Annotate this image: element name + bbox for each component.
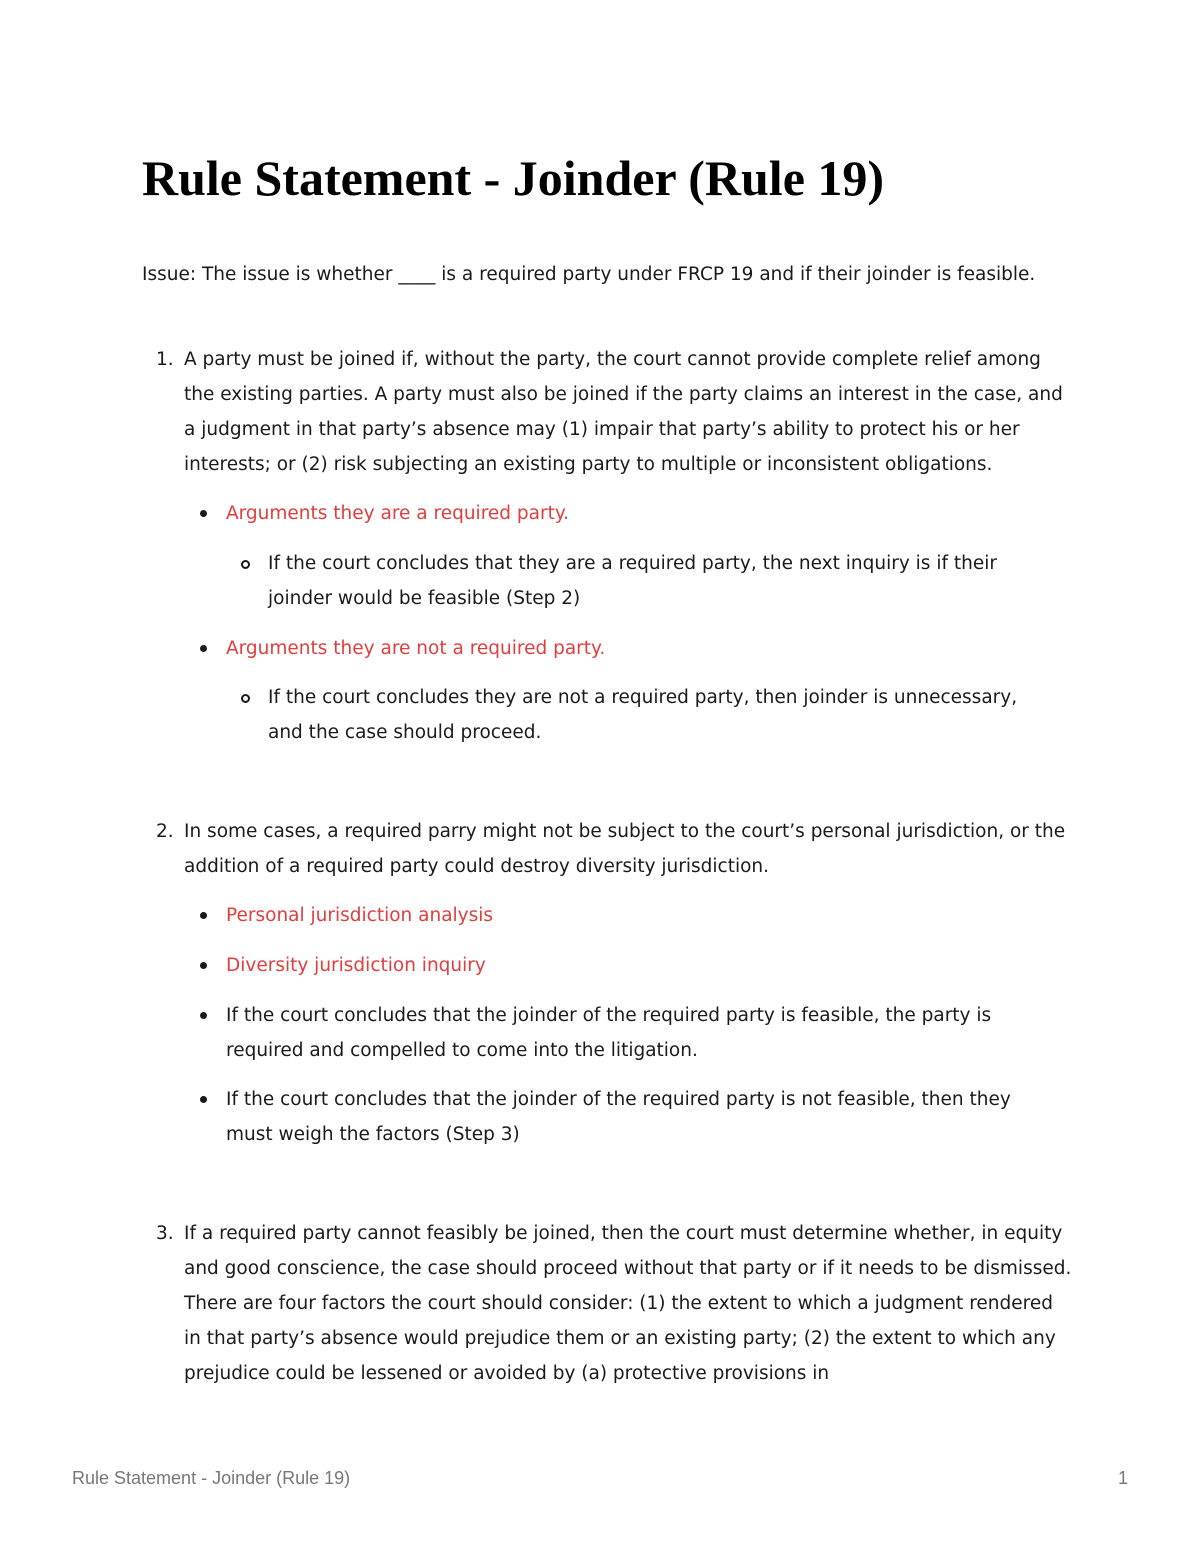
- item-text: If a required party cannot feasibly be joined, then the court must determine whether, in equity and good conscience, the case should proceed without that party or if it needs to be dismissed. There are four factors the court should consider: (1) the extent to which a judgment rendered in that party’s absence would prejudice them or an existing party; (2) the extent to which any prejudice could be lessened or avoided by (a) protective provisions in: [184, 1223, 1072, 1384]
- bullet-item: [184, 998, 1054, 1068]
- numbered-item-3: [142, 1216, 1072, 1391]
- numbered-item-2: [142, 814, 1072, 884]
- bullet-text: If the court concludes that the joinder of the required party is not feasible, then they must weigh the factors (Step 3): [226, 1089, 1011, 1145]
- page-title: Rule Statement - Joinder (Rule 19): [142, 150, 885, 206]
- bullet-dot: [200, 1096, 207, 1103]
- bullet-text: If the court concludes that the joinder of the required party is feasible, the party is required and compelled to come into the litigation.: [226, 1005, 992, 1061]
- bullet-item: [184, 948, 1054, 983]
- bullet-dot: [200, 962, 207, 969]
- bullet-text-red: Arguments they are a required party.: [226, 503, 570, 524]
- bullet-item: [184, 631, 1054, 666]
- bullet-dot: [200, 1012, 207, 1019]
- sub-bullet-ring: [241, 694, 250, 703]
- bullet-item: [184, 496, 1054, 531]
- sub-bullet-text: If the court concludes that they are a required party, the next inquiry is if their joinder would be feasible (Step 2): [268, 553, 997, 609]
- bullet-item: [184, 898, 1054, 933]
- bullet-text-red: Arguments they are not a required party.: [226, 638, 606, 659]
- item-number: 2.: [156, 821, 174, 842]
- bullet-item: [184, 1082, 1054, 1152]
- footer-document-title: Rule Statement - Joinder (Rule 19): [72, 1468, 351, 1488]
- item-number: 1.: [156, 349, 174, 370]
- bullet-text-red: Personal jurisdiction analysis: [226, 905, 494, 926]
- issue-statement: Issue: The issue is whether ____ is a required party under FRCP 19 and if their joinder is feasible.: [142, 264, 1036, 285]
- bullet-dot: [200, 510, 207, 517]
- item-number: 3.: [156, 1223, 174, 1244]
- bullet-text-red: Diversity jurisdiction inquiry: [226, 955, 486, 976]
- sub-bullet-ring: [241, 560, 250, 569]
- footer-page-number: 1: [1117, 1468, 1128, 1488]
- numbered-item-1: [142, 342, 1072, 482]
- sub-bullet-text: If the court concludes they are not a required party, then joinder is unnecessary, and the case should proceed.: [268, 687, 1018, 743]
- sub-bullet-item: [226, 546, 1046, 616]
- item-text: In some cases, a required parry might not be subject to the court’s personal jurisdiction, or the addition of a required party could destroy diversity jurisdiction.: [184, 821, 1066, 877]
- bullet-dot: [200, 645, 207, 652]
- sub-bullet-item: [226, 680, 1046, 750]
- item-text: A party must be joined if, without the party, the court cannot provide complete relief among the existing parties. A party must also be joined if the party claims an interest in the case, and a judgment in that party’s absence may (1) impair that party’s ability to protect his or her interests; or (2) risk subjecting an existing party to multiple or inconsistent obligations.: [184, 349, 1063, 475]
- bullet-dot: [200, 912, 207, 919]
